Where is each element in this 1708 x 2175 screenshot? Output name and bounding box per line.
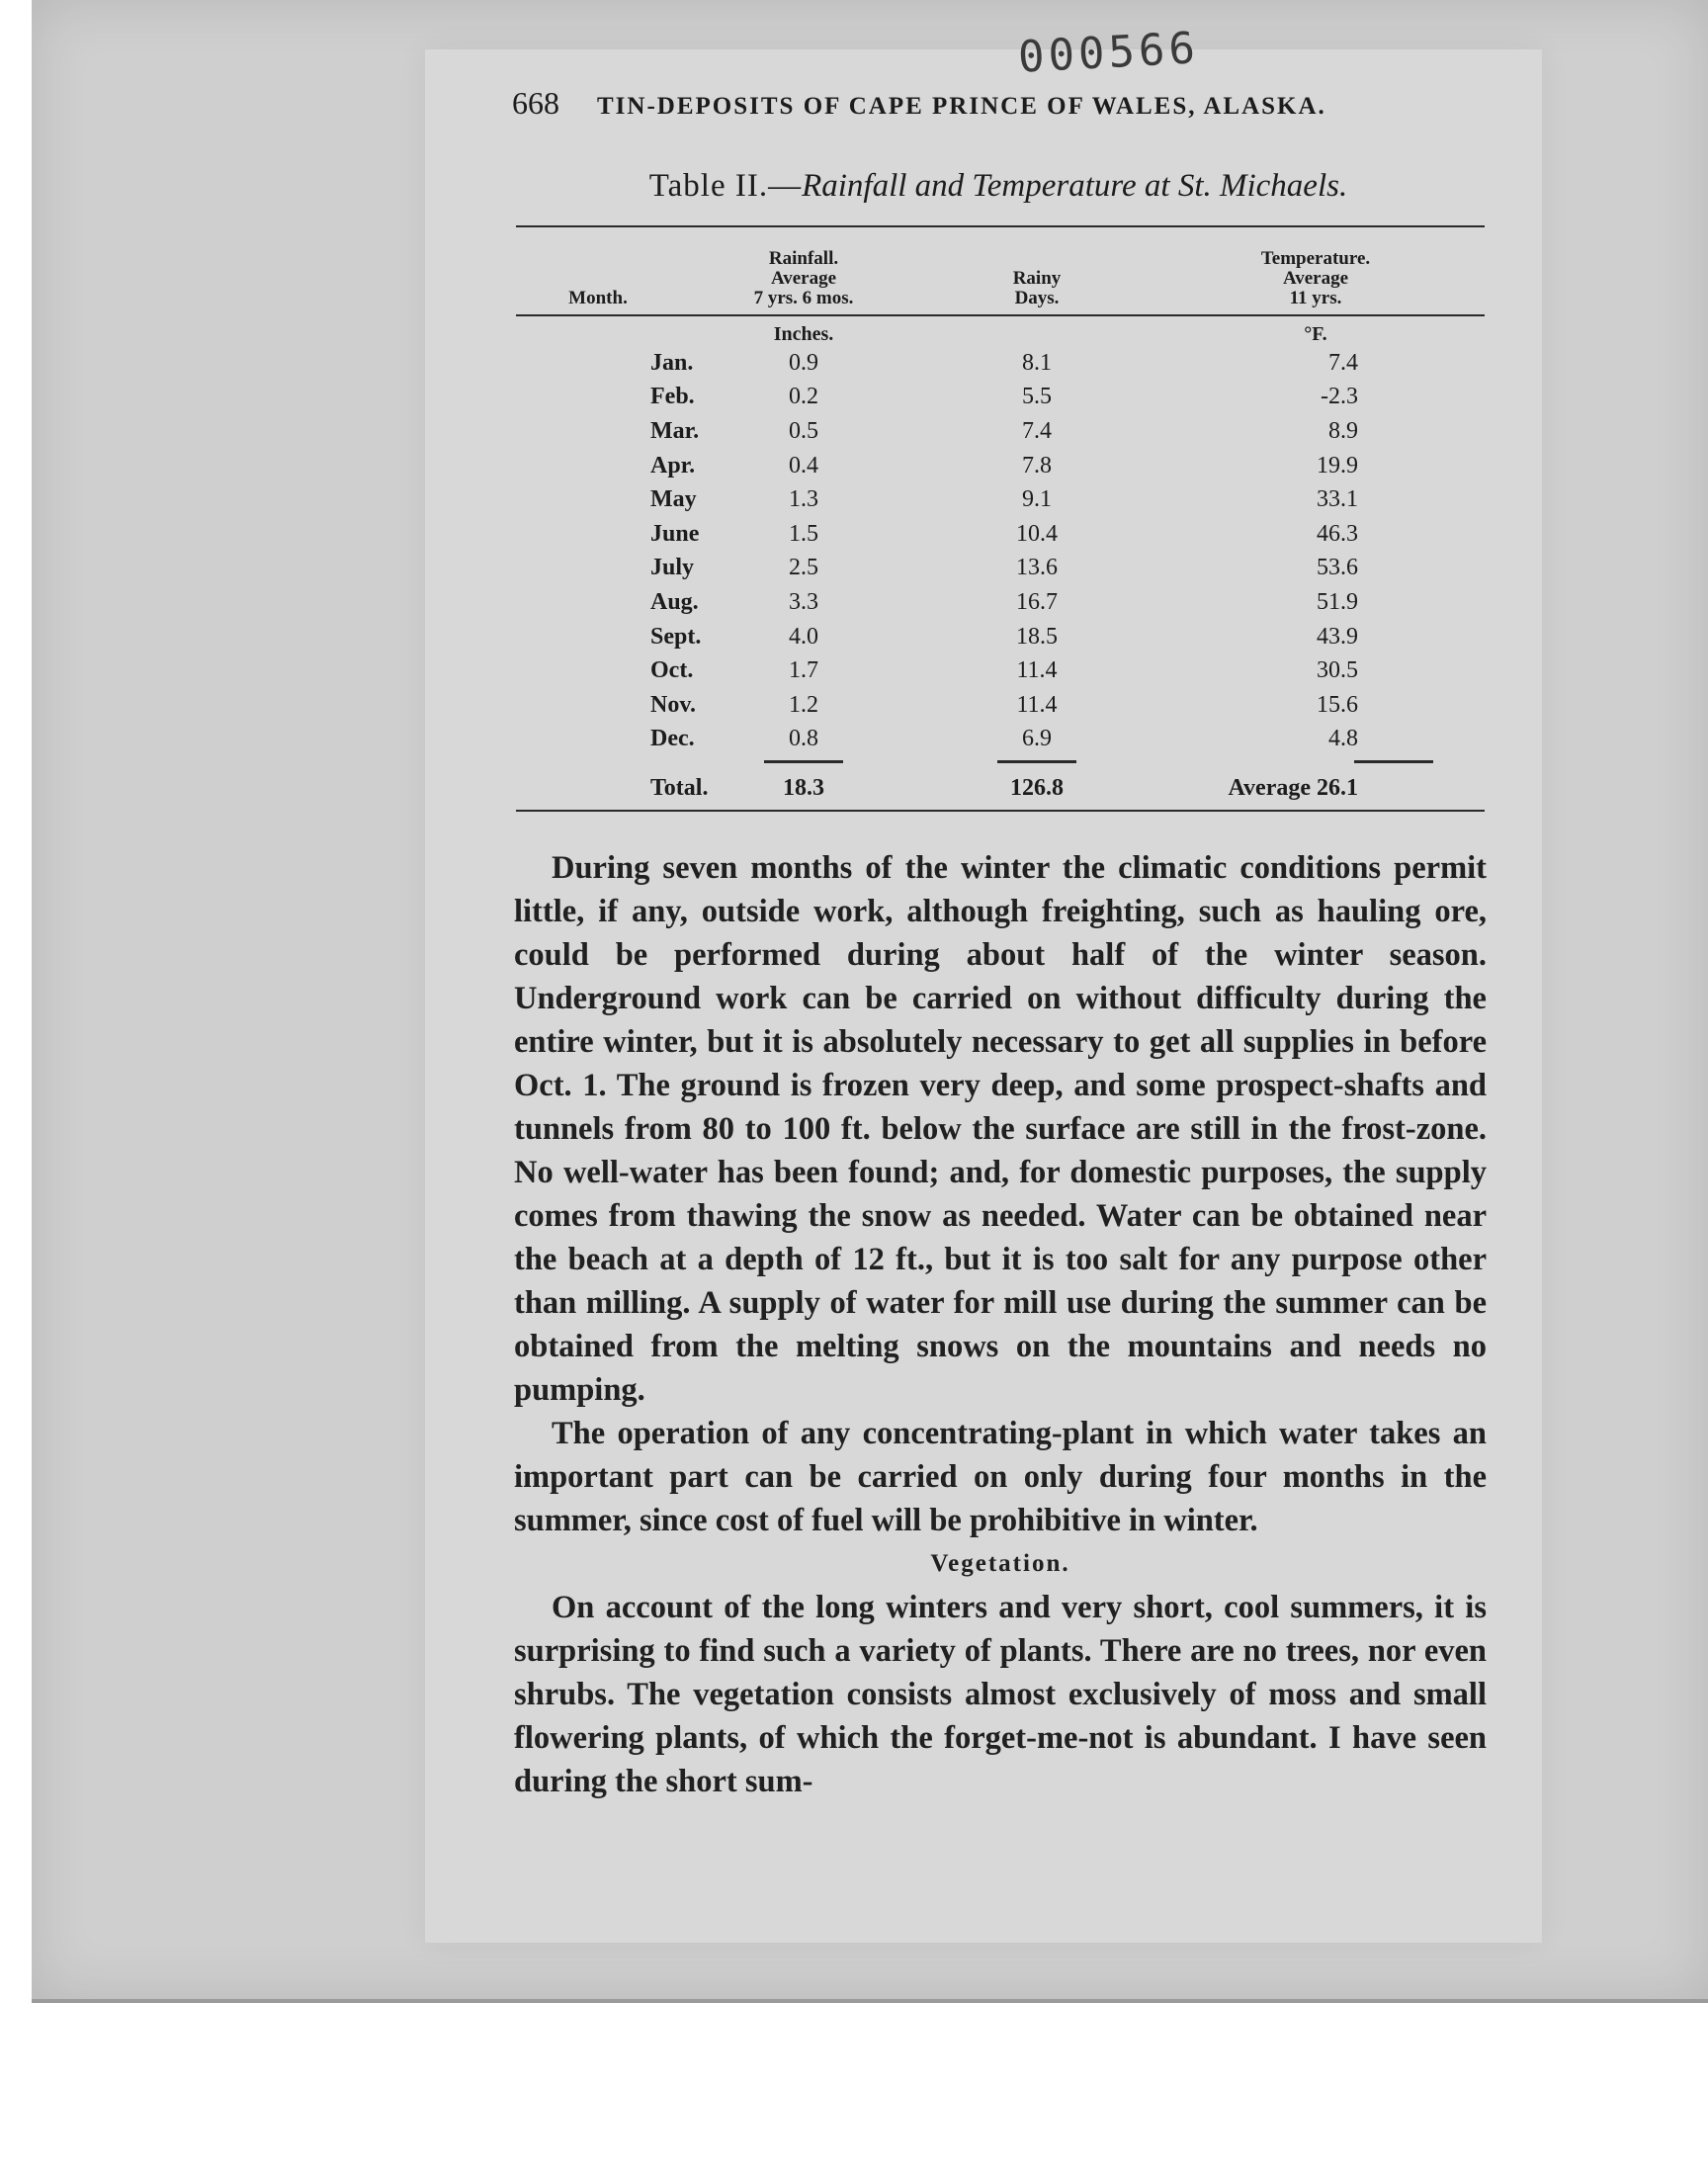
cell-rainy-days: 10.4 bbox=[1016, 520, 1058, 547]
cell-temperature: 51.9 bbox=[1317, 588, 1358, 615]
table-row bbox=[516, 723, 1485, 757]
cell-rainy-days: 9.1 bbox=[1022, 486, 1052, 513]
total-label: Total. bbox=[650, 774, 709, 801]
cell-month: Mar. bbox=[650, 417, 700, 444]
cell-month: Aug. bbox=[650, 588, 699, 615]
cell-rainy-days: 16.7 bbox=[1016, 588, 1058, 615]
cell-rainfall: 0.4 bbox=[789, 452, 818, 478]
cell-rainy-days: 18.5 bbox=[1016, 623, 1058, 650]
cell-rainfall: 1.3 bbox=[789, 486, 818, 513]
cell-rainy-days: 5.5 bbox=[1022, 384, 1052, 410]
cell-temperature: 53.6 bbox=[1317, 555, 1358, 581]
cell-temperature: 7.4 bbox=[1328, 349, 1358, 376]
cell-temperature: -2.3 bbox=[1321, 384, 1358, 410]
table-row bbox=[516, 552, 1485, 586]
table-row bbox=[516, 653, 1485, 688]
cell-temperature: 30.5 bbox=[1317, 657, 1358, 684]
paragraph: The operation of any concentrating-plant in which water takes an important part can be carried on only during four months in the summer, since cost of fuel will be prohibitive in winter. bbox=[514, 1416, 1487, 1538]
cell-month: Sept. bbox=[650, 623, 702, 650]
cell-rainfall: 2.5 bbox=[789, 555, 818, 581]
table-row bbox=[516, 449, 1485, 483]
cell-month: Apr. bbox=[650, 452, 696, 478]
cell-month: May bbox=[650, 486, 697, 513]
cell-rainy-days: 8.1 bbox=[1022, 349, 1052, 376]
table-body bbox=[516, 346, 1485, 756]
table-row bbox=[516, 688, 1485, 723]
unit-rainfall: Inches. bbox=[773, 323, 834, 345]
unit-temperature: °F. bbox=[1304, 323, 1327, 345]
paragraph: During seven months of the winter the climatic conditions permit little, if any, outside work, although freighting, such as hauling ore, could be performed during about half of the winter season. Underground work can be carried on without difficulty during the entire winter, but it is absolutely necessary to get all supplies in before Oct. 1. The ground is frozen very deep, and some prospect-shafts and tunnels from 80 to 100 ft. below the surface are still in the frost-zone. No well-water has been found; and, for domestic purposes, the supply comes from thawing the snow as needed. Water can be obtained near the beach at a depth of 12 ft., but it is too salt for any purpose other than milling. A supply of water for mill use during the summer can be obtained from the melting snows on the mountains and needs no pumping. bbox=[514, 850, 1487, 1408]
rainfall-temperature-table bbox=[516, 225, 1485, 812]
cell-month: June bbox=[650, 520, 700, 547]
cell-temperature: 46.3 bbox=[1317, 520, 1358, 547]
cell-rainfall: 0.2 bbox=[789, 384, 818, 410]
page-number: 668 bbox=[512, 85, 559, 121]
paragraph: On account of the long winters and very short, cool summers, it is surprising to find such a variety of plants. There are no trees, nor even shrubs. The vegetation consists almost exclusively of moss and small flowering plants, of which the forget-me-not is abundant. I have seen during the short sum- bbox=[514, 1590, 1487, 1799]
table-caption-label: Table II.— bbox=[648, 168, 803, 204]
col-header-month: Month. bbox=[568, 288, 628, 308]
total-rainfall: 18.3 bbox=[783, 774, 824, 801]
table-row bbox=[516, 482, 1485, 517]
col-header-rainy-days: Rainy Days. bbox=[1012, 268, 1062, 308]
cell-rainfall: 1.2 bbox=[789, 691, 818, 718]
cell-month: Jan. bbox=[650, 349, 694, 376]
cell-rainy-days: 6.9 bbox=[1022, 726, 1052, 752]
cell-temperature: 19.9 bbox=[1317, 452, 1358, 478]
cell-rainy-days: 11.4 bbox=[1016, 657, 1058, 684]
cell-temperature: 43.9 bbox=[1317, 623, 1358, 650]
cell-rainfall: 4.0 bbox=[789, 623, 818, 650]
cell-month: Nov. bbox=[650, 691, 697, 718]
total-temperature: Average 26.1 bbox=[1228, 774, 1358, 801]
running-title: TIN-DEPOSITS OF CAPE PRINCE OF WALES, ALASKA. bbox=[597, 93, 1326, 120]
table-row bbox=[516, 585, 1485, 620]
table-row bbox=[516, 346, 1485, 381]
cell-temperature: 33.1 bbox=[1317, 486, 1358, 513]
col-header-temperature: Temperature. Average 11 yrs. bbox=[1260, 248, 1371, 308]
total-rainy-days: 126.8 bbox=[1010, 774, 1064, 801]
table-header-row bbox=[516, 227, 1485, 316]
cell-rainy-days: 7.4 bbox=[1022, 417, 1052, 444]
cell-temperature: 15.6 bbox=[1317, 691, 1358, 718]
units-row bbox=[516, 316, 1485, 346]
section-heading: Vegetation. bbox=[930, 1550, 1070, 1577]
col-header-rainfall: Rainfall. Average 7 yrs. 6 mos. bbox=[753, 248, 854, 308]
table-caption bbox=[514, 168, 1483, 205]
body-text bbox=[514, 846, 1487, 1803]
archive-stamp: 000566 bbox=[1016, 23, 1201, 83]
cell-rainy-days: 13.6 bbox=[1016, 555, 1058, 581]
cell-month: Feb. bbox=[650, 384, 695, 410]
running-header bbox=[512, 85, 1402, 122]
cell-rainfall: 0.5 bbox=[789, 417, 818, 444]
cell-rainy-days: 7.8 bbox=[1022, 452, 1052, 478]
total-rules bbox=[516, 756, 1485, 766]
cell-temperature: 4.8 bbox=[1328, 726, 1358, 752]
table-row bbox=[516, 620, 1485, 654]
table-row bbox=[516, 381, 1485, 415]
cell-rainfall: 0.9 bbox=[789, 349, 818, 376]
cell-rainfall: 1.7 bbox=[789, 657, 818, 684]
table-total-row bbox=[516, 766, 1485, 810]
cell-month: Dec. bbox=[650, 726, 695, 752]
cell-temperature: 8.9 bbox=[1328, 417, 1358, 444]
cell-rainfall: 1.5 bbox=[789, 520, 818, 547]
cell-rainfall: 3.3 bbox=[789, 588, 818, 615]
table-caption-title: Rainfall and Temperature at St. Michaels. bbox=[802, 168, 1348, 204]
table-row bbox=[516, 517, 1485, 552]
cell-rainy-days: 11.4 bbox=[1016, 691, 1058, 718]
table-row bbox=[516, 414, 1485, 449]
cell-month: July bbox=[650, 555, 695, 581]
cell-rainfall: 0.8 bbox=[789, 726, 818, 752]
cell-month: Oct. bbox=[650, 657, 694, 684]
